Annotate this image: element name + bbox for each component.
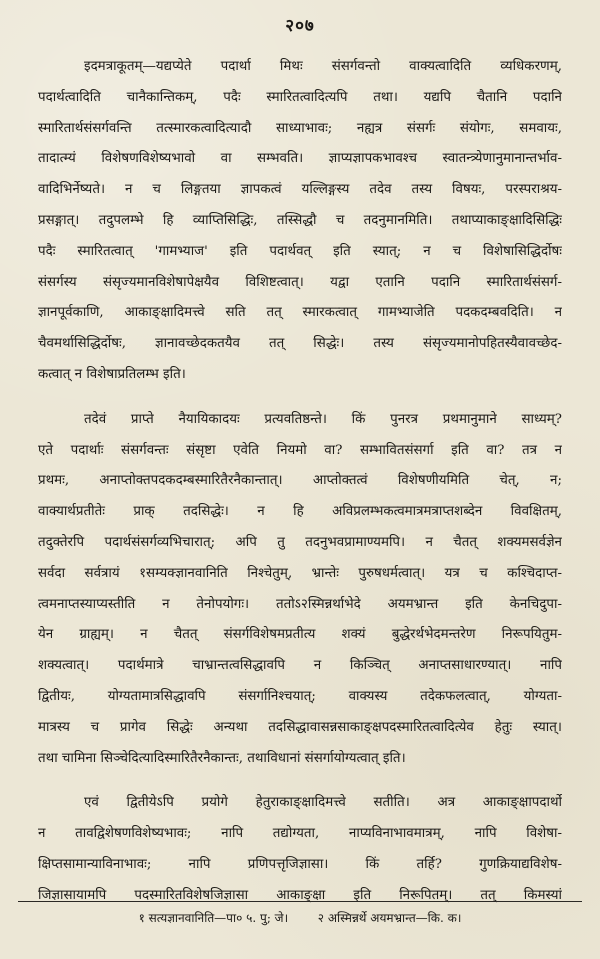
footnotes [0,907,600,929]
footnote-divider [18,901,582,902]
text-line: द्वितीयः, योग्यतामात्रसिद्धावपि संसर्गानिश्चयात्; वाक्यस्य तदेकफलत्वात्, योग्यता- [38,688,562,704]
footnote-2: २ अस्मिन्नर्थे अयमभ्रान्त—कि. क। [317,911,462,925]
text-line: कत्वात् न विशेषाप्रतिलम्भ इति। [38,366,186,382]
text-line: मात्रस्य च प्रागेव सिद्धेः अन्यथा तदसिद्धावासन्नसाकाङ्क्षपदस्मारितत्वादित्येव हेतुः स्यात्। [38,719,562,735]
text-line: तादात्म्यं विशेषणविशेष्यभावो वा सम्भवति। ज्ञाप्यज्ञापकभावश्च स्वातन्त्र्येणानुमानान्तर्भाव- [38,151,562,167]
text-line: क्षिप्तसामान्याविनाभावः; नापि प्रणिपत्तृजिज्ञासा। किं तर्हि? गुणक्रियाद्यविशेष- [38,856,562,872]
text-line: ज्ञानपूर्वकाणि, आकाङ्क्षादिमत्त्वे सति तत् स्मारकत्वात् गामभ्याजेति पदकदम्बवदिति। न [38,305,562,321]
text-line: तदुक्तेरपि पदार्थसंसर्गव्यभिचारात्; अपि तु तदनुभवप्रामाण्यमपि। न चैतत् शक्यमसर्वज्ञेन [38,534,562,550]
text-line: सर्वदा सर्वत्रायं १सम्यक्ज्ञानवानिति निश्चेतुम्, भ्रान्तेः पुरुषधर्मत्वात्। यत्र च कश्चिदाप्त- [38,565,562,581]
text-line: स्मारितार्थसंसर्गवन्ति तत्स्मारकत्वादित्यादौ साध्याभावः; नह्यत्र संसर्गः संयोगः, समवायः, [38,120,562,136]
text-line: न तावद्विशेषणविशेष्यभावः; नापि तद्योग्यता, नाप्यविनाभावमात्रम्, नापि विशेषा- [38,826,562,842]
paragraph-1 [38,52,562,391]
paragraph-3 [38,788,562,911]
text-line: प्रथमः, अनाप्तोक्तपदकदम्बस्मारितैरनैकान्तात्। आप्तोक्तत्वं विशेषणीयमिति चेत्, न; [38,473,562,489]
text-line: तदेवं प्राप्ते नैयायिकादयः प्रत्यवतिष्ठन्ते। किं पुनरत्र प्रथमानुमाने साध्यम्? [84,411,562,427]
text-line: पदैः स्मारितत्वात् 'गामभ्याज' इति पदार्थवत् इति स्यात्; न च विशेषासिद्धिर्दोषः [38,243,562,259]
footnote-1: १ सत्यज्ञानवानिति—पा० ५. पु; जे। [138,911,289,925]
text-line: प्रसङ्गात्। तदुपलम्भे हि व्याप्तिसिद्धिः, तस्सिद्धौ च तदनुमानमिति। तथाप्याकाङ्क्षादिसिद्धिः [38,212,562,228]
text-line: येन ग्राह्यम्। न चैतत् संसर्गविशेषमप्रतीत्य शक्यं बुद्धेरर्थभेदमन्तरेण निरूपयितुम- [38,627,562,643]
text-line: वाक्यार्थप्रतीतेः प्राक् तदसिद्धेः। न हि अविप्रलम्भकत्वमात्रमत्राप्तशब्देन विवक्षितम्, [38,504,562,520]
text-line: पदार्थत्वादिति चानैकान्तिकम्, पदैः स्मारितत्वादित्यपि तथा। यद्यपि चैतानि पदानि [38,89,562,105]
text-line: वादिभिर्नेष्यते। न च लिङ्गतया ज्ञापकत्वं यल्लिङ्गस्य तदेव तस्य विषयः, परस्पराश्रय- [38,182,562,198]
text-line: चैवमर्थासिद्धिर्दोषः, ज्ञानावच्छेदकतयैव तत् सिद्धेः। तस्य संसृज्यमानोपहितस्यैवावच्छेद- [38,336,562,352]
text-line: तथा चामिना सिञ्चेदित्यादिस्मारितैरनैकान्तः, तथाविधानां संसर्गायोग्यत्वात् इति। [38,750,406,766]
text-line: संसर्गस्य संसृज्यमानविशेषापेक्षयैव विशिष्टत्वात्। यद्वा एतानि पदानि स्मारितार्थसंसर्ग- [38,274,562,290]
text-line: जिज्ञासायामपि पदस्मारितविशेषजिज्ञासा आकाङ्क्षा इति निरूपितम्। तत् किमस्यां [38,887,562,903]
text-line: एते पदार्थाः संसर्गवन्तः संसृष्टा एवेति नियमो वा? सम्भावितसंसर्गा इति वा? तत्र न [38,442,562,458]
page-number: २०७ [285,16,315,36]
paragraph-2 [38,405,562,775]
text-line: एवं द्वितीयेऽपि प्रयोगे हेतुराकाङ्क्षादिमत्त्वे सतीति। अत्र आकाङ्क्षापदार्थो [84,795,562,811]
text-line: शक्यत्वात्। पदार्थमात्रे चाभ्रान्तत्वसिद्धावपि न किञ्चित् अनाप्तसाधारण्यात्। नापि [38,658,562,674]
text-line: त्वमनाप्तस्याप्यस्तीति न तेनोपयोगः। ततोऽ२स्मिन्नर्थाभेदे अयमभ्रान्त इति केनचिदुपा- [38,596,562,612]
text-line: इदमत्राकूतम्—यद्यप्येते पदार्था मिथः संसर्गवन्तो वाक्यत्वादिति व्यधिकरणम्, [84,59,562,74]
